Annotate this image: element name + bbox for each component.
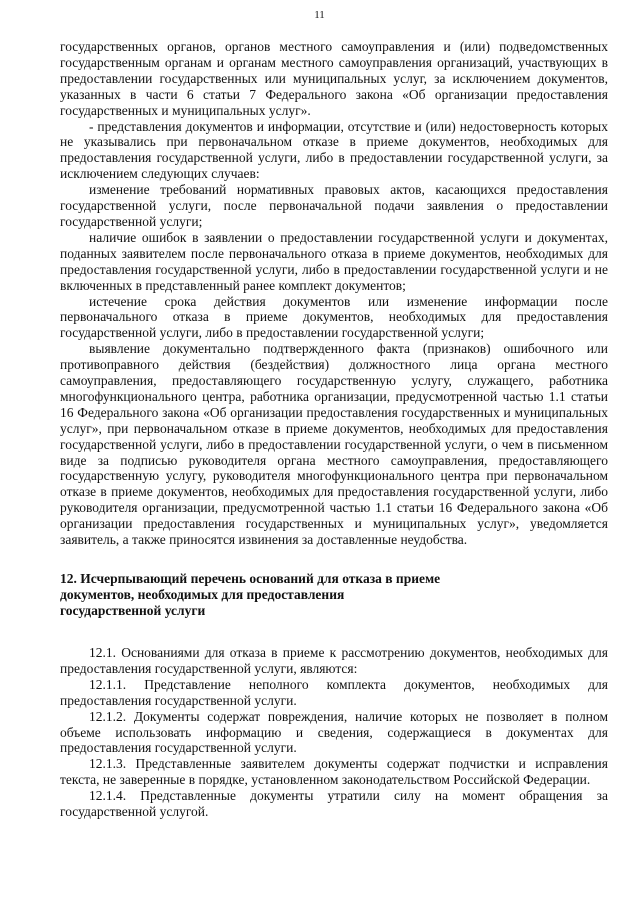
document-body: [60, 39, 608, 820]
paragraph-exception-intro: - представления документов и информации, отсутствие и (или) недостоверность которых не указывались при первоначальном отказе в приеме документов, необходимых для предоставления государственной услуги, либо в предоставлении государственной услуги, за исключением следующих случаев:: [60, 118, 608, 182]
paragraph-12-1-4: 12.1.4. Представленные документы утратили силу на момент обращения за государственной услугой.: [60, 788, 608, 820]
section-heading-line-1: 12. Исчерпывающий перечень оснований для отказа в приеме: [60, 571, 441, 586]
paragraph-case-1: изменение требований нормативных правовых актов, касающихся предоставления государственной услуги, после первоначальной подачи заявления о предоставлении государственной услуги;: [60, 182, 608, 229]
paragraph-12-1-3: 12.1.3. Представленные заявителем документы содержат подчистки и исправления текста, не заверенные в порядке, установленном законодательством Российской Федерации.: [60, 756, 608, 788]
paragraph-case-2: наличие ошибок в заявлении о предоставлении государственной услуги и документах, поданных заявителем после первоначального отказа в приеме документов, необходимых для предоставления государственной услуги, либо в предоставлении государственной услуги и не включенных в представленный ранее комплект документов;: [60, 229, 608, 293]
paragraph-12-1-2: 12.1.2. Документы содержат повреждения, наличие которых не позволяет в полном объеме использовать информацию и сведения, содержащиеся в документах для предоставления государственной услуги.: [60, 708, 608, 756]
paragraph-case-3: истечение срока действия документов или изменение информации после первоначального отказа в приеме документов, необходимых для предоставления государственной услуги, либо в предоставлении государственной услуги;: [60, 293, 608, 341]
section-heading-line-3: государственной услуги: [60, 603, 206, 618]
paragraph-continuation: государственных органов, органов местного самоуправления и (или) подведомственных государственным органам и органам местного самоуправления организаций, участвующих в предоставлении государственных или муниципальных услуг, за исключением документов, указанных в части 6 статьи 7 Федерального закона «Об организации предоставления государственных и муниципальных услуг».: [60, 39, 608, 118]
paragraph-case-4: выявление документально подтвержденного факта (признаков) ошибочного или противоправного действия (бездействия) должностного лица органа местного самоуправления, предоставляющего государственную услугу, служащего, работника многофункционального центра, работника организации, предусмотренной частью 1.1 статьи 16 Федерального закона «Об организации предоставления государственных и муниципальных услуг», при первоначальном отказе в приеме документов, необходимых для предоставления государственной услуги, либо в предоставлении государственной услуги, о чем в письменном виде за подписью руководителя органа местного самоуправления, предоставляющего государственную услугу, руководителя многофункционального центра при первоначальном отказе в приеме документов, необходимых для предоставления государственной услуги, либо руководителя организации, предусмотренной частью 1.1 статьи 16 Федерального закона «Об организации предоставления государственных и муниципальных услуг», уведомляется заявитель, а также приносятся извинения за доставленные неудобства.: [60, 341, 608, 548]
section-heading-line-2: документов, необходимых для предоставления: [60, 587, 345, 602]
section-heading: [60, 571, 608, 619]
page-number: 11: [314, 9, 325, 21]
paragraph-12-1: 12.1. Основаниями для отказа в приеме к рассмотрению документов, необходимых для предоставления государственной услуги, являются:: [60, 645, 608, 676]
paragraph-12-1-1: 12.1.1. Представление неполного комплекта документов, необходимых для предоставления государственной услуги.: [60, 676, 608, 708]
